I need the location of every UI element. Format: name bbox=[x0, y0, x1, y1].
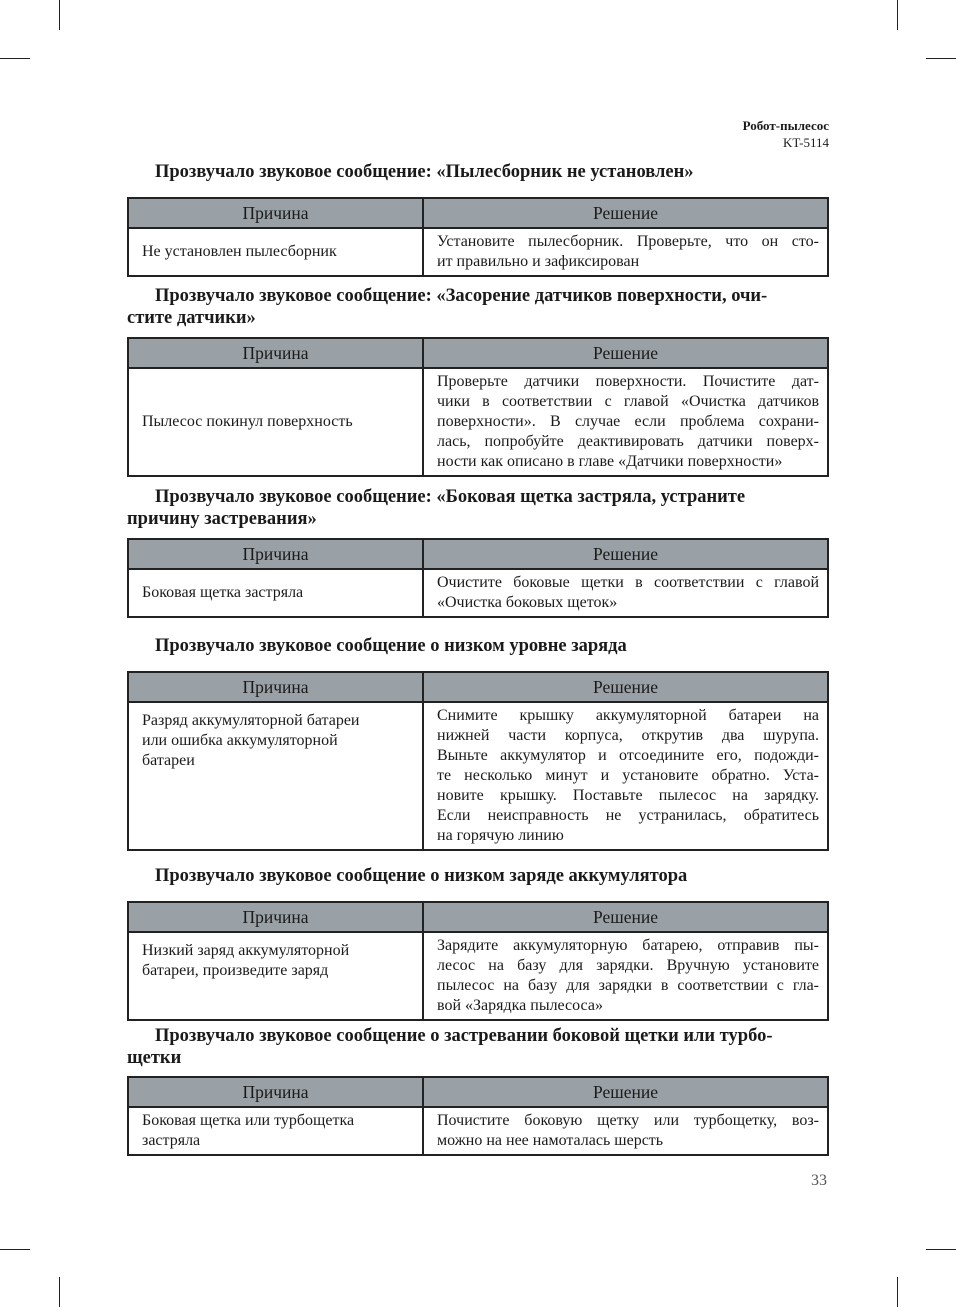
table-header-row bbox=[128, 198, 828, 228]
section-heading bbox=[127, 865, 829, 887]
running-header bbox=[743, 117, 829, 151]
heading-line: Прозвучало звуковое сообщение о низком заряде аккумулятора bbox=[155, 866, 688, 886]
cause-line: Не установлен пылесборник bbox=[142, 243, 337, 260]
heading-line: Прозвучало звуковое сообщение: «Засорение датчиков поверхности, очи- bbox=[155, 286, 768, 306]
section-heading bbox=[127, 1025, 829, 1069]
crop-mark bbox=[0, 58, 30, 59]
solution-line: Проверьте датчики поверхности. Почистите дат- bbox=[437, 373, 819, 390]
troubleshooting-section bbox=[127, 486, 829, 618]
column-header-solution: Решение bbox=[423, 539, 828, 569]
solution-line: ности как описано в главе «Датчики поверхности» bbox=[437, 453, 783, 470]
troubleshooting-table bbox=[127, 1076, 829, 1156]
solution-line: Снимите крышку аккумуляторной батареи на bbox=[437, 707, 819, 724]
cause-line: Разряд аккумуляторной батареи bbox=[142, 712, 360, 729]
table-row bbox=[128, 1107, 828, 1155]
cause-line: батареи, произведите заряд bbox=[142, 962, 329, 979]
troubleshooting-table bbox=[127, 337, 829, 477]
section-heading bbox=[127, 486, 829, 530]
solution-cell bbox=[423, 932, 828, 1020]
heading-line: Прозвучало звуковое сообщение: «Пылесборник не установлен» bbox=[155, 162, 694, 182]
solution-line: на горячую линию bbox=[437, 827, 564, 844]
troubleshooting-table bbox=[127, 901, 829, 1021]
solution-line: нижней части корпуса, открутив два шурупа. bbox=[437, 727, 819, 744]
solution-line: лесос на базу для зарядки. Вручную установите bbox=[437, 957, 819, 974]
solution-line: пылесос на базу для зарядки в соответствии с гла- bbox=[437, 977, 819, 994]
crop-mark bbox=[926, 1249, 956, 1250]
table-header-row bbox=[128, 672, 828, 702]
crop-mark bbox=[897, 1277, 898, 1307]
troubleshooting-section bbox=[127, 1025, 829, 1156]
solution-cell bbox=[423, 569, 828, 617]
table-row bbox=[128, 702, 828, 850]
solution-line: «Очистка боковых щеток» bbox=[437, 594, 618, 611]
page-number: 33 bbox=[811, 1172, 827, 1189]
column-header-solution: Решение bbox=[423, 672, 828, 702]
table-row bbox=[128, 932, 828, 1020]
heading-line: стите датчики» bbox=[127, 308, 256, 328]
cause-cell bbox=[128, 932, 423, 1020]
crop-mark bbox=[926, 58, 956, 59]
section-heading bbox=[127, 161, 829, 183]
solution-line: Если неисправность не устранилась, обратитесь bbox=[437, 807, 819, 824]
column-header-solution: Решение bbox=[423, 1077, 828, 1107]
cause-line: Низкий заряд аккумуляторной bbox=[142, 942, 350, 959]
column-header-cause: Причина bbox=[128, 338, 423, 368]
cause-cell bbox=[128, 368, 423, 476]
cause-line: Боковая щетка или турбощетка bbox=[142, 1112, 355, 1129]
column-header-cause: Причина bbox=[128, 672, 423, 702]
troubleshooting-table bbox=[127, 538, 829, 618]
solution-cell bbox=[423, 702, 828, 850]
crop-mark bbox=[59, 1277, 60, 1307]
troubleshooting-section bbox=[127, 285, 829, 477]
cause-cell bbox=[128, 228, 423, 276]
solution-line: Выньте аккумулятор и отсоедините его, подожди- bbox=[437, 747, 819, 764]
column-header-cause: Причина bbox=[128, 902, 423, 932]
column-header-cause: Причина bbox=[128, 539, 423, 569]
solution-line: Зарядите аккумуляторную батарею, отправив пы- bbox=[437, 937, 819, 954]
cause-cell bbox=[128, 1107, 423, 1155]
solution-line: вой «Зарядка пылесоса» bbox=[437, 997, 603, 1014]
cause-line: Боковая щетка застряла bbox=[142, 584, 304, 601]
solution-line: новите крышку. Поставьте пылесос на зарядку. bbox=[437, 787, 819, 804]
solution-line: ит правильно и зафиксирован bbox=[437, 253, 640, 270]
heading-line: Прозвучало звуковое сообщение: «Боковая щетка застряла, устраните bbox=[155, 487, 746, 507]
solution-line: лась, попробуйте деактивировать датчики поверх- bbox=[437, 433, 819, 450]
crop-mark bbox=[0, 1249, 30, 1250]
troubleshooting-section bbox=[127, 865, 829, 1021]
troubleshooting-table bbox=[127, 197, 829, 277]
column-header-cause: Причина bbox=[128, 1077, 423, 1107]
heading-line: Прозвучало звуковое сообщение о низком уровне заряда bbox=[155, 636, 627, 656]
product-title: Робот-пылесос bbox=[742, 118, 829, 133]
solution-cell bbox=[423, 228, 828, 276]
cause-line: застряла bbox=[142, 1132, 201, 1149]
product-model: KT-5114 bbox=[783, 135, 829, 150]
table-row bbox=[128, 368, 828, 476]
solution-line: Установите пылесборник. Проверьте, что он сто- bbox=[437, 233, 819, 250]
troubleshooting-section bbox=[127, 161, 829, 277]
heading-line: причину застревания» bbox=[127, 509, 317, 529]
cause-line: батареи bbox=[142, 752, 195, 769]
heading-line: щетки bbox=[127, 1048, 182, 1068]
column-header-solution: Решение bbox=[423, 198, 828, 228]
cause-line: Пылесос покинул поверхность bbox=[142, 413, 353, 430]
solution-line: поверхности». В случае если проблема сохрани- bbox=[437, 413, 819, 430]
crop-mark bbox=[59, 0, 60, 30]
solution-line: Очистите боковые щетки в соответствии с главой bbox=[437, 574, 819, 591]
solution-line: можно на нее намоталась шерсть bbox=[437, 1132, 664, 1149]
column-header-cause: Причина bbox=[128, 198, 423, 228]
solution-line: чики в соответствии с главой «Очистка датчиков bbox=[437, 393, 819, 410]
troubleshooting-table bbox=[127, 671, 829, 851]
solution-cell bbox=[423, 1107, 828, 1155]
table-header-row bbox=[128, 1077, 828, 1107]
troubleshooting-section bbox=[127, 635, 829, 851]
table-row bbox=[128, 569, 828, 617]
table-header-row bbox=[128, 539, 828, 569]
table-row bbox=[128, 228, 828, 276]
table-header-row bbox=[128, 338, 828, 368]
solution-cell bbox=[423, 368, 828, 476]
cause-cell bbox=[128, 569, 423, 617]
solution-line: Почистите боковую щетку или турбощетку, воз- bbox=[437, 1112, 819, 1129]
column-header-solution: Решение bbox=[423, 902, 828, 932]
crop-mark bbox=[897, 0, 898, 30]
cause-line: или ошибка аккумуляторной bbox=[142, 732, 338, 749]
column-header-solution: Решение bbox=[423, 338, 828, 368]
section-heading bbox=[127, 285, 829, 329]
table-header-row bbox=[128, 902, 828, 932]
solution-line: те несколько минут и установите обратно. Уста- bbox=[437, 767, 819, 784]
cause-cell bbox=[128, 702, 423, 850]
section-heading bbox=[127, 635, 829, 657]
heading-line: Прозвучало звуковое сообщение о застревании боковой щетки или турбо- bbox=[155, 1026, 773, 1046]
